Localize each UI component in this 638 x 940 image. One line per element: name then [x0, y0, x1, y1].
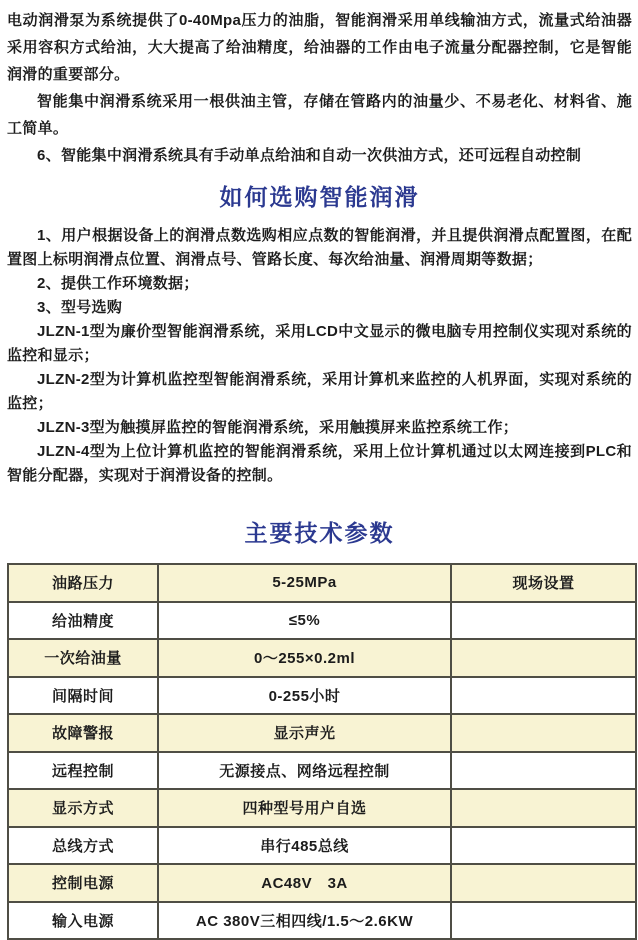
table-row: [8, 902, 636, 940]
param-value: AC 380V三相四线/1.5～2.6KW: [158, 902, 451, 940]
table-row: [8, 827, 636, 865]
table-row: [8, 639, 636, 677]
param-value: ≤5%: [158, 602, 451, 640]
section-title-selection-guide: 如何选购智能润滑: [219, 184, 420, 210]
table-row: [8, 752, 636, 790]
param-note: [451, 827, 636, 865]
selection-paragraph-jlzn3: JLZN-3型为触摸屏监控的智能润滑系统，采用触摸屏来监控系统工作；: [37, 419, 519, 436]
intro-paragraph-2: 智能集中润滑系统采用一根供油主管，存储在管路内的油量少、不易老化、材料省、施工简单。: [7, 93, 632, 137]
param-label: 给油精度: [8, 602, 158, 640]
param-value: 0-255小时: [158, 677, 451, 715]
section-title-tech-params: 主要技术参数: [244, 520, 395, 546]
param-label: 远程控制: [8, 752, 158, 790]
param-value: 0～255×0.2ml: [158, 639, 451, 677]
param-note: [451, 639, 636, 677]
table-row: [8, 714, 636, 752]
selection-paragraph-3: 3、型号选购: [37, 299, 123, 316]
param-label: 输入电源: [8, 902, 158, 940]
param-value: 四种型号用户自选: [158, 789, 451, 827]
table-row: [8, 864, 636, 902]
param-value: 5-25MPa: [158, 564, 451, 602]
table-row: [8, 602, 636, 640]
param-label: 间隔时间: [8, 677, 158, 715]
param-note: 现场设置: [451, 564, 636, 602]
selection-paragraph-1: 1、用户根据设备上的润滑点数选购相应点数的智能润滑，并且提供润滑点配置图，在配置图上标明润滑点位置、润滑点号、管路长度、每次给油量、润滑周期等数据；: [7, 227, 632, 268]
param-label: 显示方式: [8, 789, 158, 827]
intro-paragraph-3: 6、智能集中润滑系统具有手动单点给油和自动一次供油方式，还可远程自动控制: [37, 147, 582, 164]
selection-paragraph-jlzn1: JLZN-1型为廉价型智能润滑系统，采用LCD中文显示的微电脑专用控制仪实现对系统的监控和显示；: [7, 323, 632, 364]
param-label: 油路压力: [8, 564, 158, 602]
param-note: [451, 789, 636, 827]
param-note: [451, 864, 636, 902]
table-row: [8, 677, 636, 715]
param-label: 故障警报: [8, 714, 158, 752]
tech-params-table: [7, 563, 637, 940]
table-row: [8, 564, 636, 602]
param-note: [451, 714, 636, 752]
selection-paragraph-2: 2、提供工作环境数据；: [37, 275, 199, 292]
param-label: 总线方式: [8, 827, 158, 865]
selection-paragraph-jlzn2: JLZN-2型为计算机监控型智能润滑系统，采用计算机来监控的人机界面，实现对系统的监控；: [7, 371, 632, 412]
table-row: [8, 789, 636, 827]
param-value: 串行485总线: [158, 827, 451, 865]
param-note: [451, 902, 636, 940]
param-value: AC48V 3A: [158, 864, 451, 902]
intro-paragraph-1: 电动润滑泵为系统提供了0-40Mpa压力的油脂，智能润滑采用单线输油方式，流量式给油器采用容积方式给油，大大提高了给油精度，给油器的工作由电子流量分配器控制，它是智能润滑的重要部分。: [7, 12, 632, 83]
param-label: 控制电源: [8, 864, 158, 902]
param-note: [451, 602, 636, 640]
param-note: [451, 677, 636, 715]
param-value: 无源接点、网络远程控制: [158, 752, 451, 790]
param-label: 一次给油量: [8, 639, 158, 677]
param-note: [451, 752, 636, 790]
param-value: 显示声光: [158, 714, 451, 752]
selection-paragraph-jlzn4: JLZN-4型为上位计算机监控的智能润滑系统，采用上位计算机通过以太网连接到PLC和智能分配器，实现对于润滑设备的控制。: [7, 443, 632, 484]
